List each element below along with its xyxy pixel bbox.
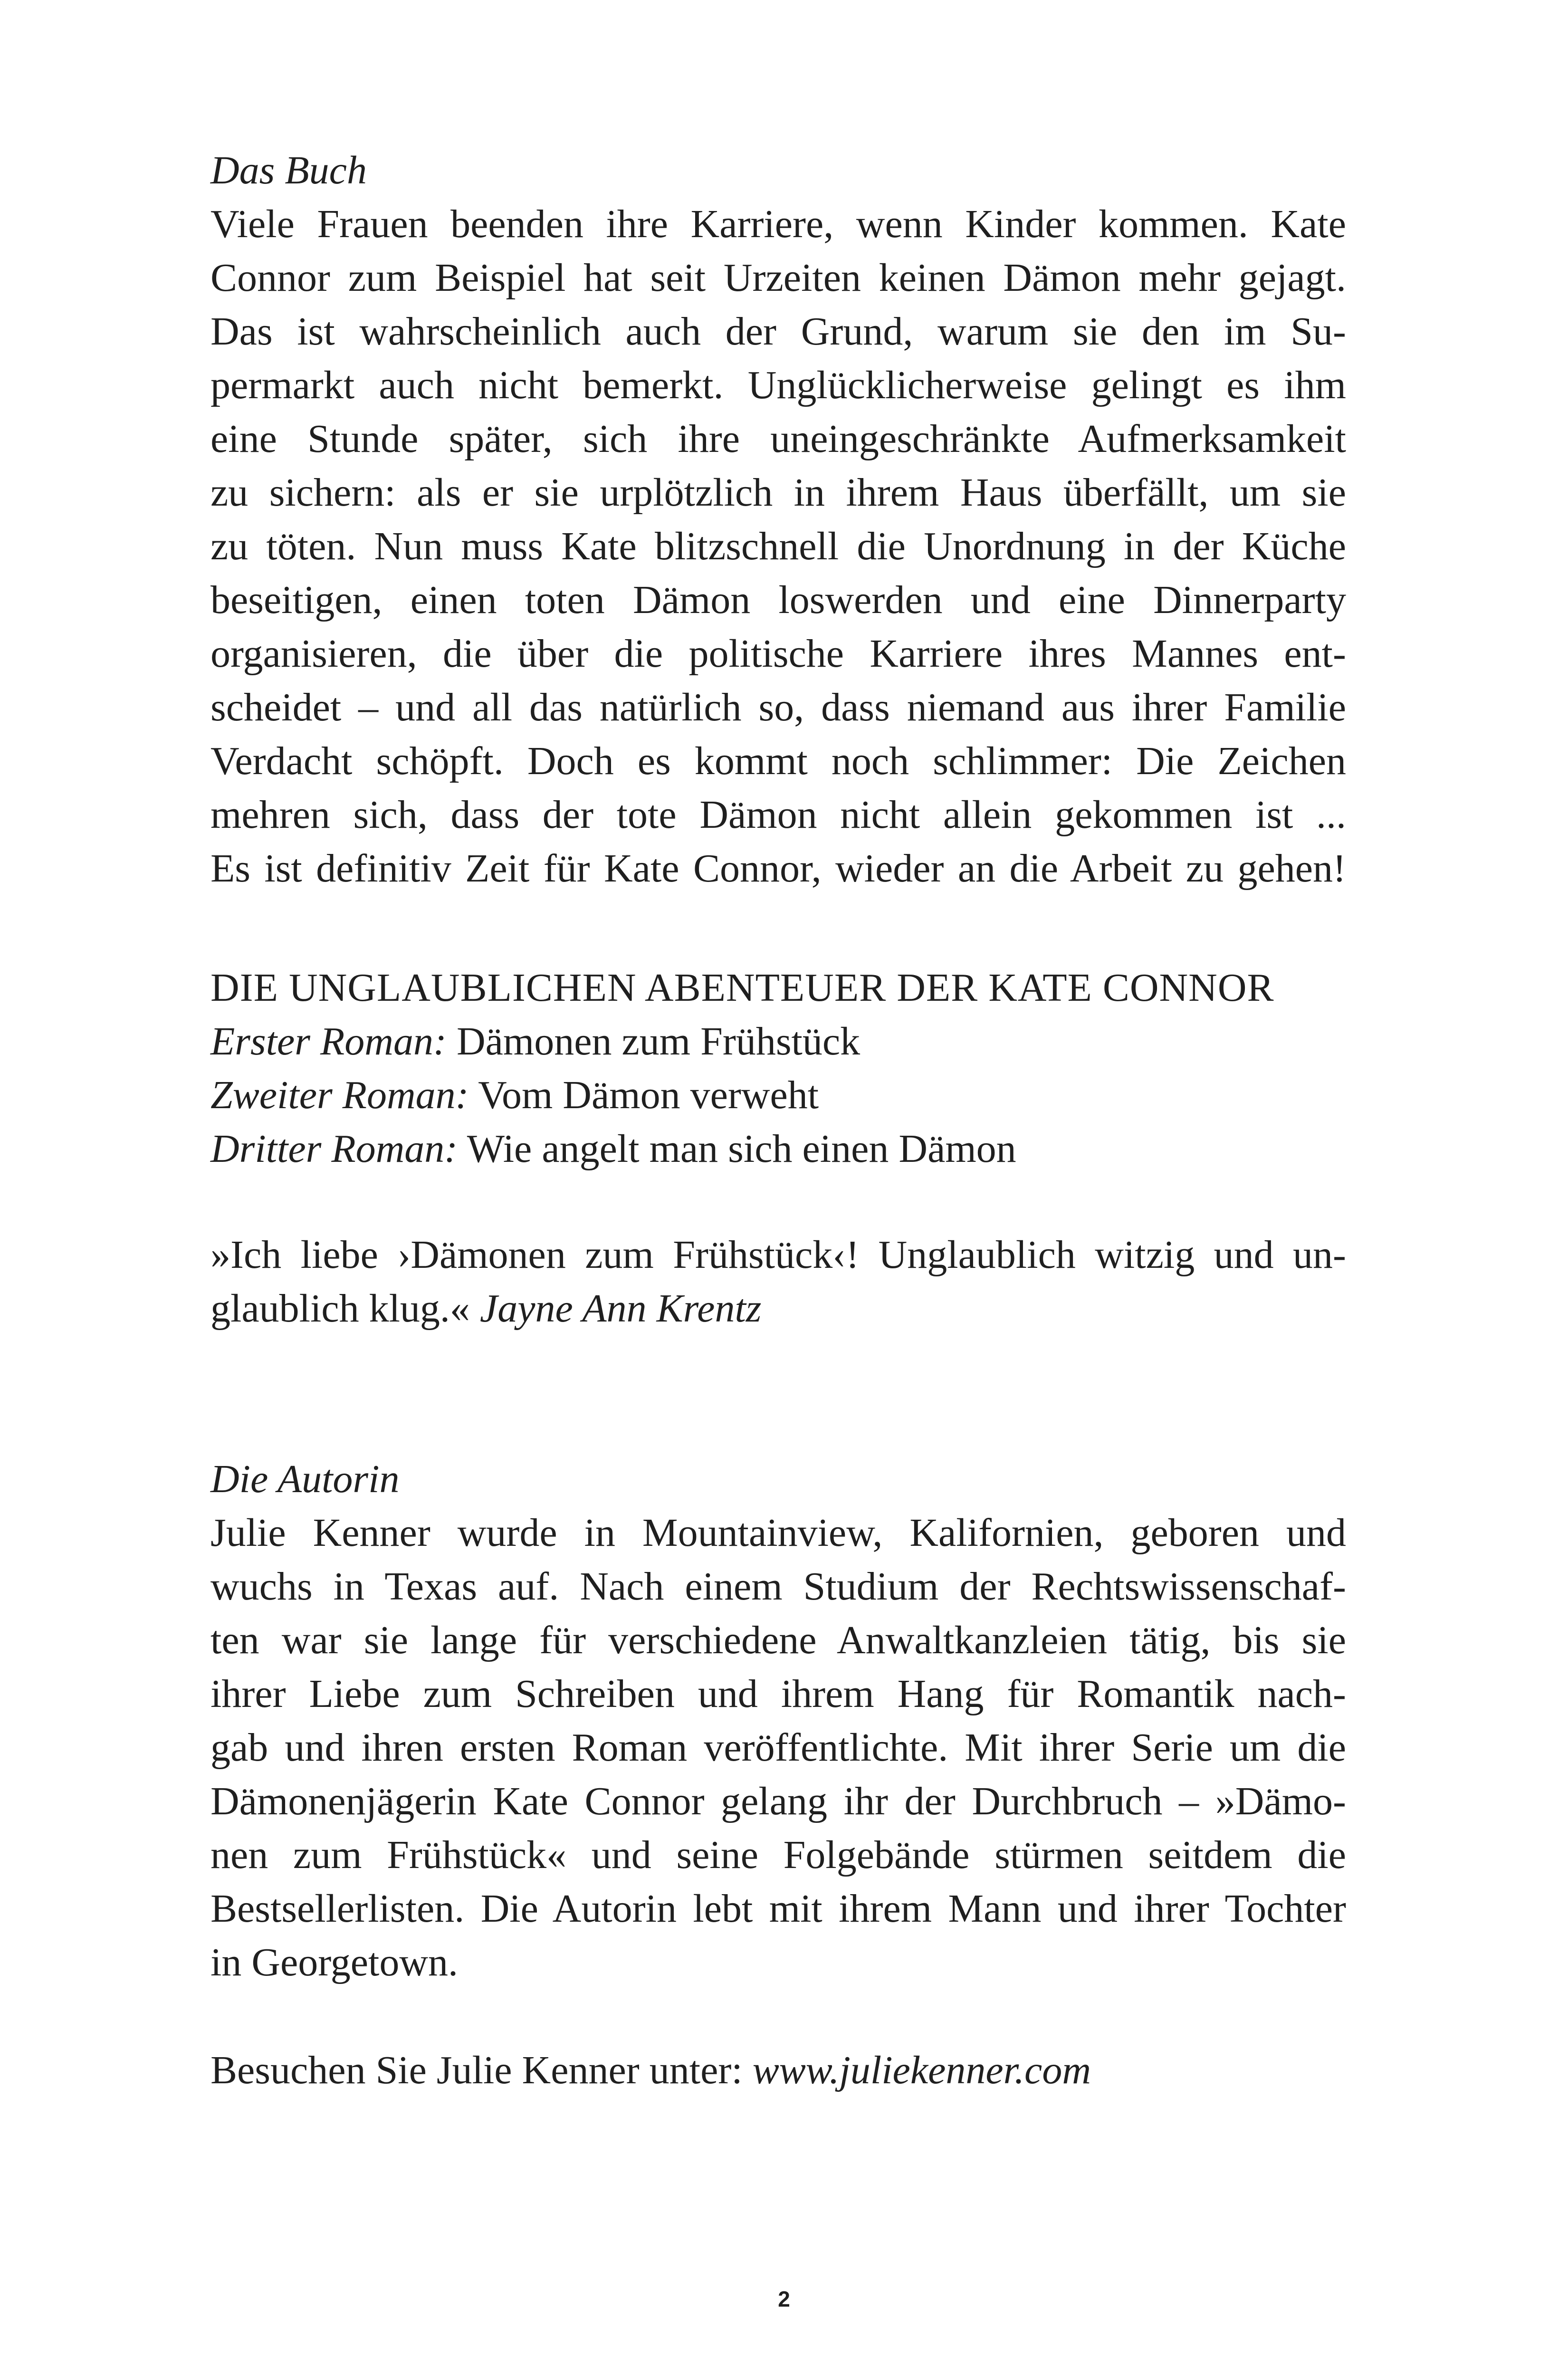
book-text-line: beseitigen, einen toten Dämon loswerden und eine Dinnerparty [210, 578, 1346, 622]
novel-title: Wie angelt man sich einen Dämon [467, 1127, 1016, 1171]
book-text-line: Das ist wahrscheinlich auch der Grund, warum sie den im Su- [210, 309, 1346, 354]
quote-section [210, 1228, 1346, 1335]
visit-section [210, 2043, 1346, 2097]
quote-line [210, 1282, 1346, 1335]
author-text-line: Julie Kenner wurde in Mountainview, Kalifornien, geboren und [210, 1511, 1346, 1555]
novel-entry [210, 1068, 1346, 1122]
book-text-line: Viele Frauen beenden ihre Karriere, wenn Kinder kommen. Kate [210, 202, 1346, 246]
author-website-link[interactable]: www.juliekenner.com [752, 2048, 1091, 2092]
quote-line: »Ich liebe ›Dämonen zum Frühstück‹! Unglaublich witzig und un- [210, 1233, 1346, 1277]
book-text-line: Verdacht schöpft. Doch es kommt noch schlimmer: Die Zeichen [210, 739, 1346, 783]
book-text-line: Es ist definitiv Zeit für Kate Connor, wieder an die Arbeit zu gehen! [210, 846, 1346, 891]
quote-text-end: glaublich klug.« [210, 1286, 470, 1331]
page-number: 2 [778, 2287, 790, 2311]
book-text-line: permarkt auch nicht bemerkt. Unglücklicherweise gelingt es ihm [210, 363, 1346, 407]
author-text-line: Dämonenjägerin Kate Connor gelang ihr der Durchbruch – »Dämo- [210, 1779, 1346, 1823]
quote-author: Jayne Ann Krentz [479, 1286, 762, 1331]
author-section [210, 1452, 1346, 1989]
novel-entry [210, 1122, 1346, 1176]
visit-text: Besuchen Sie Julie Kenner unter: [210, 2048, 753, 2092]
series-section [210, 961, 1346, 1176]
author-text-line: Bestsellerlisten. Die Autorin lebt mit ihrem Mann und ihrer Tochter [210, 1887, 1346, 1931]
book-text-line: scheidet – und all das natürlich so, dass niemand aus ihrer Familie [210, 685, 1346, 729]
book-text-line: zu töten. Nun muss Kate blitzschnell die Unordnung in der Küche [210, 524, 1346, 568]
author-text-line: ihrer Liebe zum Schreiben und ihrem Hang für Romantik nach- [210, 1672, 1346, 1716]
author-text-line: gab und ihren ersten Roman veröffentlichte. Mit ihrer Serie um die [210, 1725, 1346, 1770]
book-heading: Das Buch [210, 148, 367, 192]
book-text-line: Connor zum Beispiel hat seit Urzeiten keinen Dämon mehr gejagt. [210, 256, 1346, 300]
series-title: DIE UNGLAUBLICHEN ABENTEUER DER KATE CONNOR [210, 966, 1274, 1010]
author-text-line: ten war sie lange für verschiedene Anwaltkanzleien tätig, bis sie [210, 1618, 1346, 1662]
book-text-line: mehren sich, dass der tote Dämon nicht allein gekommen ist ... [210, 793, 1346, 837]
author-text-line: wuchs in Texas auf. Nach einem Studium der Rechtswissenschaf- [210, 1564, 1346, 1609]
novel-title: Dämonen zum Frühstück [456, 1019, 860, 1063]
visit-line [210, 2043, 1346, 2097]
novel-label: Erster Roman: [210, 1019, 447, 1063]
book-text-line: zu sichern: als er sie urplötzlich in ihrem Haus überfällt, um sie [210, 470, 1346, 515]
novel-label: Dritter Roman: [210, 1127, 458, 1171]
book-text-line: organisieren, die über die politische Karriere ihres Mannes ent- [210, 632, 1346, 676]
book-text-line: eine Stunde später, sich ihre uneingeschränkte Aufmerksamkeit [210, 417, 1346, 461]
novel-label: Zweiter Roman: [210, 1073, 469, 1117]
book-description-section [210, 144, 1346, 895]
author-heading: Die Autorin [210, 1457, 400, 1501]
author-text-line: in Georgetown. [210, 1940, 459, 1984]
author-text-line: nen zum Frühstück« und seine Folgebände stürmen seitdem die [210, 1833, 1346, 1877]
novel-title: Vom Dämon verweht [478, 1073, 819, 1117]
novel-entry [210, 1015, 1346, 1068]
